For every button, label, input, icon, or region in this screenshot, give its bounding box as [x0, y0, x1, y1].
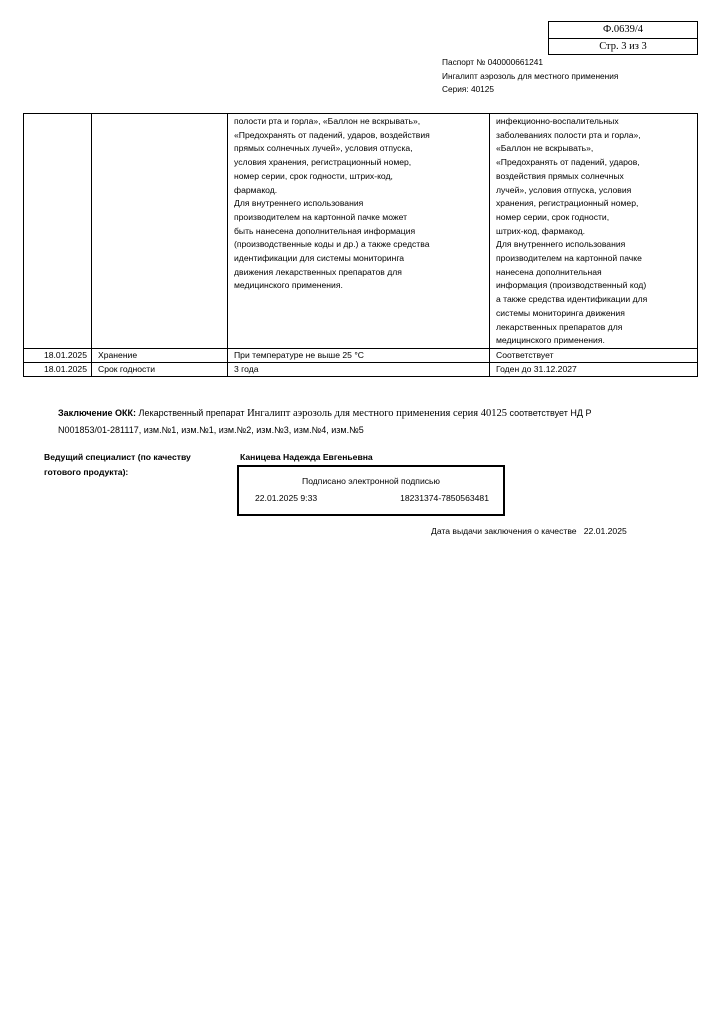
text-line: условия хранения, регистрационный номер,: [234, 157, 412, 168]
issue-label: Дата выдачи заключения о качестве: [431, 526, 577, 536]
cell-indicator: [92, 114, 228, 349]
text-line: движения лекарственных препаратов для: [234, 266, 402, 277]
cell-requirement: При температуре не выше 25 °С: [228, 349, 490, 363]
text-line: прямых солнечных лучей», условия отпуска,: [234, 143, 413, 154]
passport-number: Паспорт № 040000661241: [442, 57, 543, 67]
text-line: полости рта и горла», «Баллон не вскрывать»,: [234, 116, 421, 126]
text-line: идентификации для системы мониторинга: [234, 253, 405, 264]
cell-indicator: Хранение: [92, 349, 228, 363]
text-line: медицинского применения.: [496, 335, 605, 346]
text-line: а также средства идентификации для: [496, 294, 648, 305]
cell-date: 18.01.2025: [24, 349, 92, 363]
text-line: информация (производственный код): [496, 280, 647, 291]
table-row-shelf-life: [24, 363, 698, 377]
text-line: нанесена дополнительная: [496, 266, 602, 277]
table-row-storage: [24, 349, 698, 363]
e-signature-stamp: [237, 465, 505, 516]
text-line: лучей», условия отпуска, условия: [496, 184, 632, 195]
text-line: медицинского применения.: [234, 280, 343, 291]
form-code-box: [548, 21, 698, 55]
text-line: заболеваниях полости рта и горла»,: [496, 129, 641, 140]
specialist-name: Каницева Надежда Евгеньевна: [240, 452, 373, 462]
text-line: фармакод.: [234, 184, 278, 195]
conclusion-product: Ингалипт аэрозоль для местного применения серия 40125: [247, 408, 507, 419]
signature-datetime: 22.01.2025 9:33: [255, 493, 318, 503]
cell-requirement: 3 года: [228, 363, 490, 377]
specialist-label-line2: готового продукта):: [44, 467, 129, 477]
form-code: Ф.0639/4: [602, 24, 644, 35]
issue-date-line: [431, 526, 627, 536]
conclusion-line2: N001853/01-281117, изм.№1, изм.№1, изм.№2, изм.№3, изм.№4, изм.№5: [58, 425, 364, 435]
text-line: «Предохранять от падений, ударов, воздействия: [234, 129, 430, 140]
text-line: Для внутреннего использования: [234, 198, 364, 209]
text-line: штрих-код, фармакод.: [496, 225, 585, 236]
passport-product: Ингалипт аэрозоль для местного применения: [442, 70, 619, 81]
specialist-label-line1: Ведущий специалист (по качеству: [44, 452, 191, 462]
conclusion-label: Заключение ОКК:: [58, 408, 137, 418]
signature-id: 18231374-7850563481: [400, 493, 489, 503]
conclusion-text-before: Лекарственный препарат: [138, 408, 245, 418]
cell-indicator: Срок годности: [92, 363, 228, 377]
requirement-lines: [234, 115, 485, 293]
issue-date: 22.01.2025: [583, 526, 627, 536]
text-line: «Предохранять от падений, ударов,: [496, 157, 640, 168]
conclusion-block: [58, 405, 618, 438]
text-line: инфекционно-воспалительных: [496, 116, 619, 126]
text-line: номер серии, срок годности, штрих-код,: [234, 170, 393, 181]
text-line: производителем на картонной пачке может: [234, 211, 408, 222]
text-line: воздействия прямых солнечных: [496, 170, 624, 181]
cell-result: Соответствует: [490, 349, 698, 363]
cell-requirement: [228, 114, 490, 349]
specialist-label: [44, 450, 191, 480]
text-line: Для внутреннего использования: [496, 239, 626, 250]
passport-series: Серия: 40125: [442, 84, 495, 94]
text-line: быть нанесена дополнительная информация: [234, 225, 416, 236]
table-row: [24, 114, 698, 349]
result-lines: [496, 115, 693, 348]
text-line: «Баллон не вскрывать»,: [496, 143, 594, 154]
quality-table: [23, 113, 698, 377]
text-line: производителем на картонной пачке: [496, 253, 642, 264]
passport-header: [442, 56, 618, 97]
text-line: (производственные коды и др.) а также средства: [234, 239, 430, 250]
text-line: системы мониторинга движения: [496, 307, 625, 318]
page-number: Стр. 3 из 3: [549, 38, 697, 55]
cell-date: [24, 114, 92, 349]
signature-title: Подписано электронной подписью: [302, 476, 440, 486]
conclusion-text-after: соответствует НД Р: [509, 408, 592, 418]
cell-result: [490, 114, 698, 349]
cell-date: 18.01.2025: [24, 363, 92, 377]
text-line: хранения, регистрационный номер,: [496, 198, 639, 209]
text-line: лекарственных препаратов для: [496, 321, 623, 332]
cell-result: Годен до 31.12.2027: [490, 363, 698, 377]
text-line: номер серии, срок годности,: [496, 211, 610, 222]
